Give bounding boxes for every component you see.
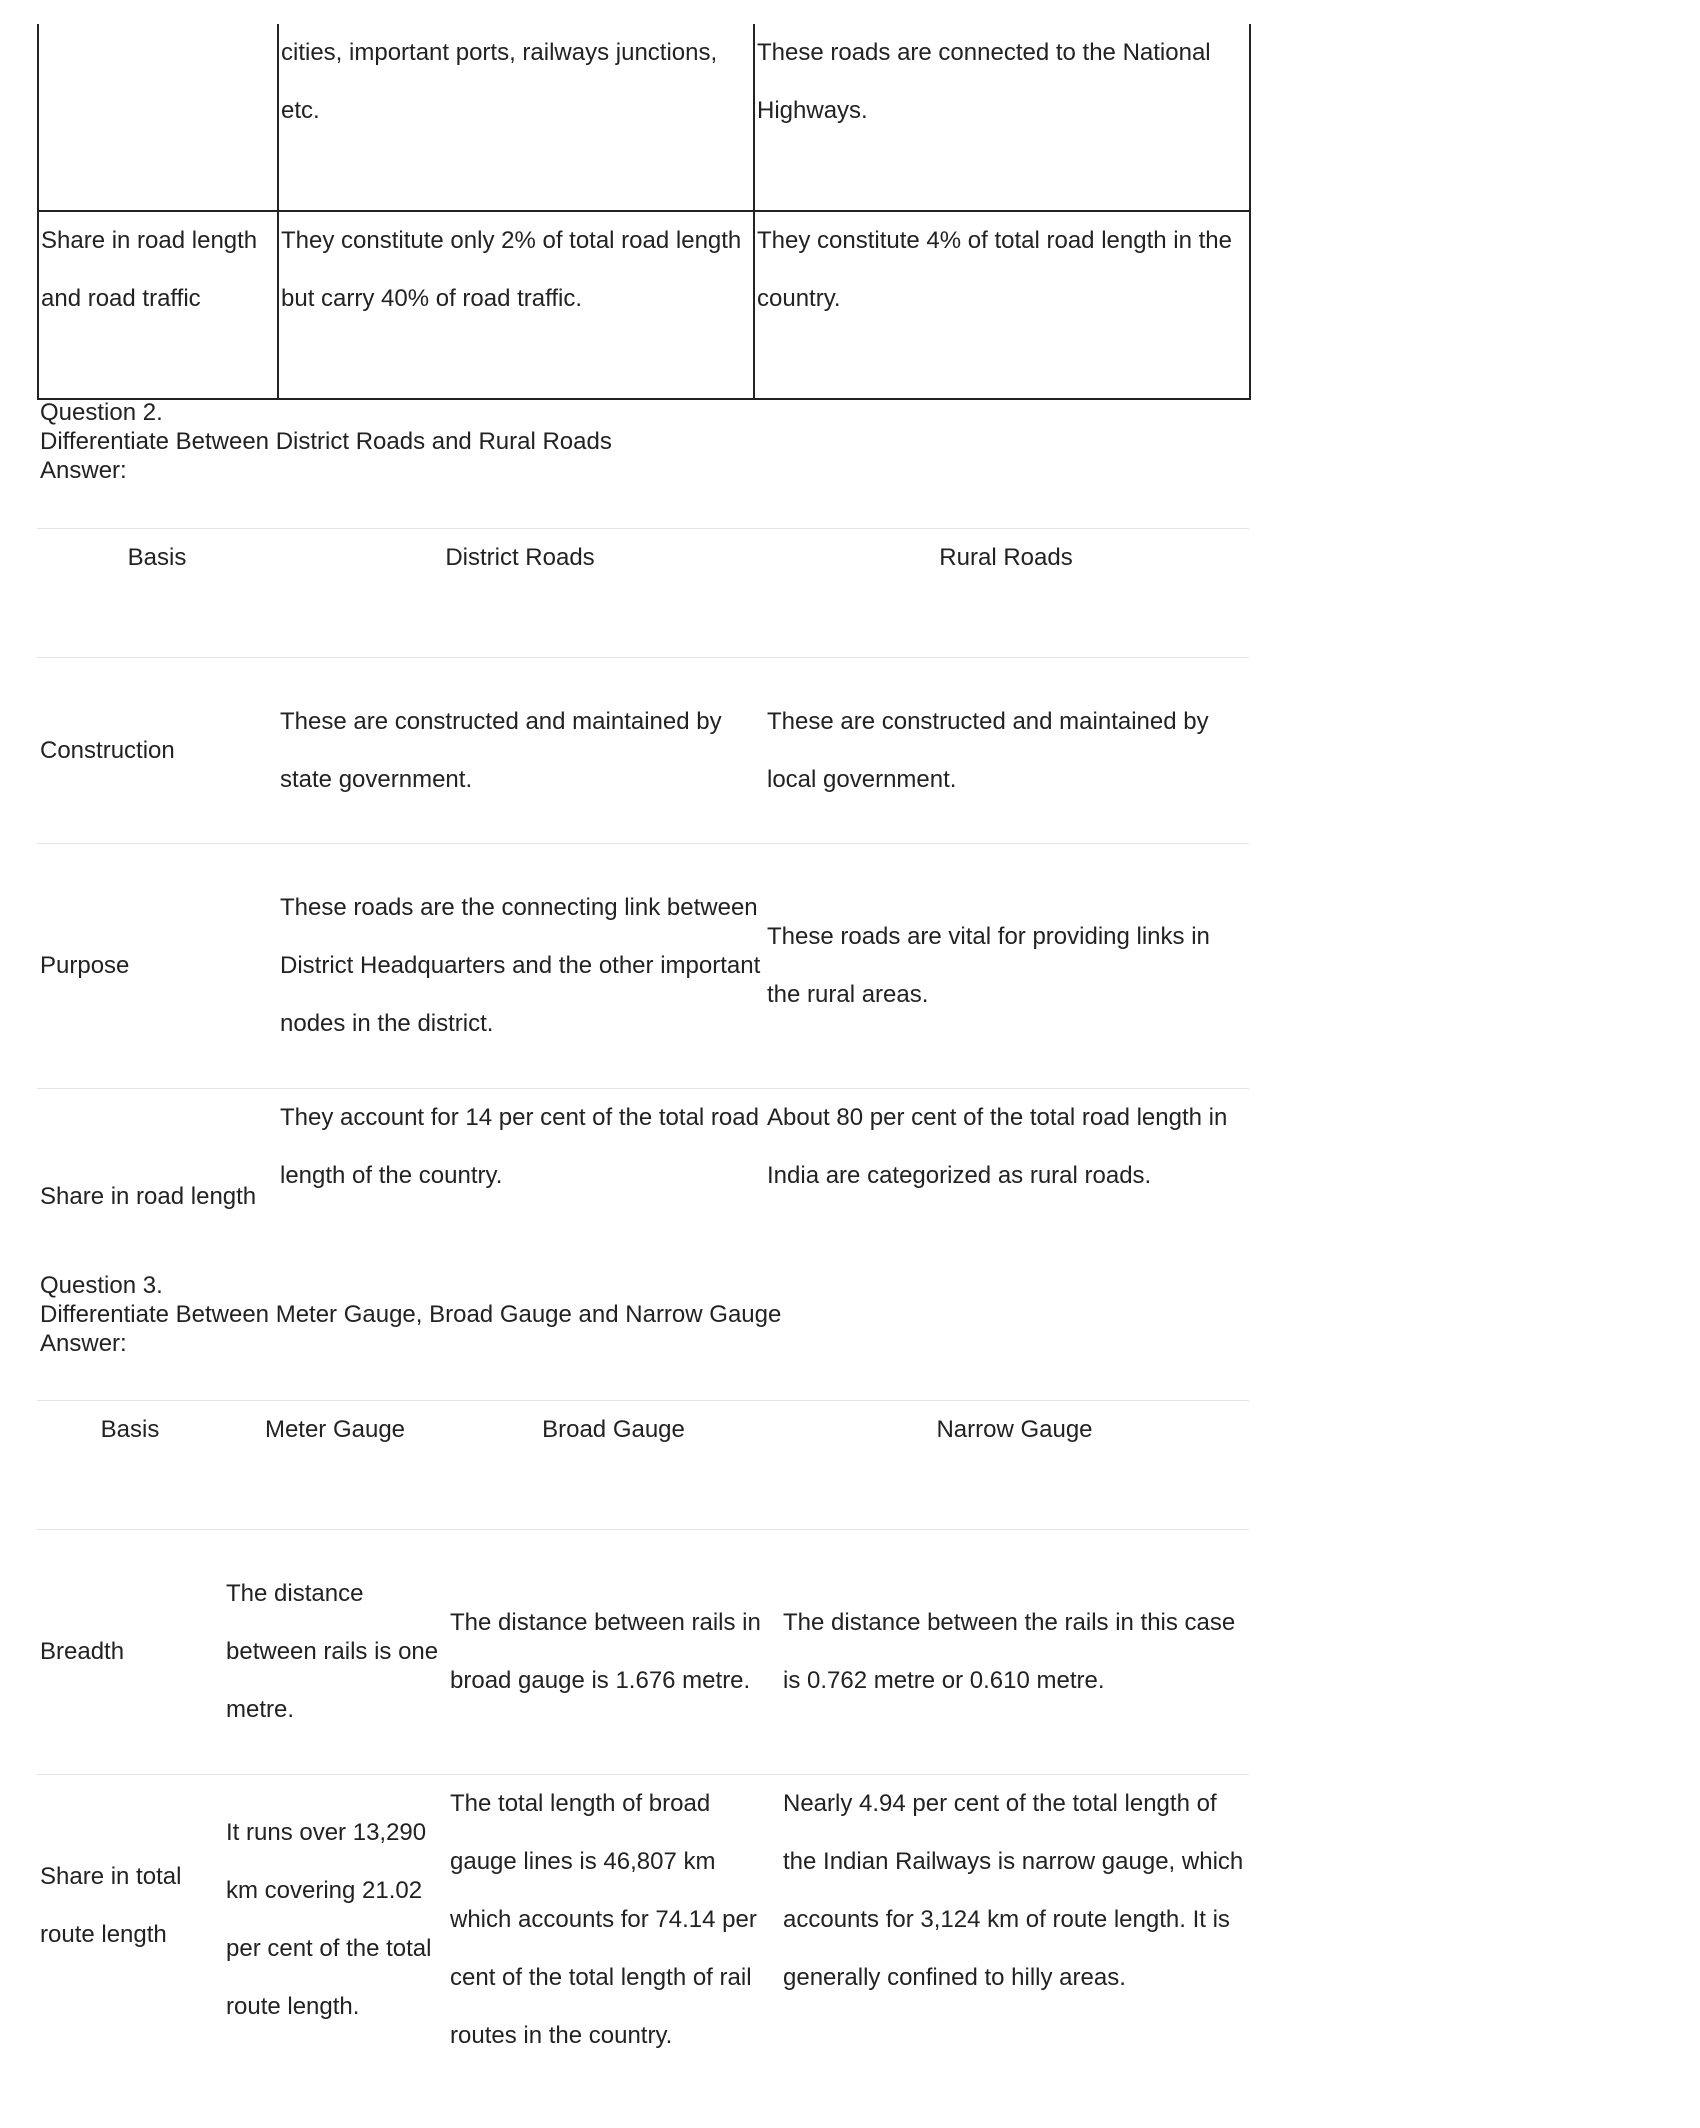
table-row: [37, 1530, 1249, 1775]
district-roads-cell: These are constructed and maintained by state government.: [277, 693, 763, 809]
basis-cell: Share in road length and road traffic: [38, 211, 278, 399]
rural-roads-cell: These are constructed and maintained by local government.: [763, 693, 1249, 809]
basis-cell: Purpose: [37, 937, 277, 995]
question-title: Differentiate Between Meter Gauge, Broad Gauge and Narrow Gauge: [40, 1300, 781, 1329]
column-header: Rural Roads: [763, 529, 1249, 658]
meter-gauge-cell: The distance between rails is one metre.: [223, 1565, 447, 1739]
question-3-heading: [40, 1271, 781, 1358]
basis-cell: Construction: [37, 722, 277, 780]
table-row: [37, 658, 1249, 844]
district-roads-cell: These roads are the connecting link between District Headquarters and the other important nodes in the district.: [277, 879, 763, 1053]
basis-cell: Breadth: [37, 1623, 223, 1681]
table-header-row: [37, 529, 1249, 658]
highways-comparison-table: [37, 24, 1251, 400]
rural-roads-cell: About 80 per cent of the total road length in India are categorized as rural roads.: [763, 1089, 1249, 1205]
question-title: Differentiate Between District Roads and Rural Roads: [40, 427, 612, 456]
question-number: Question 3.: [40, 1271, 781, 1300]
basis-cell: [38, 24, 278, 211]
column-header: Narrow Gauge: [780, 1401, 1249, 1530]
broad-gauge-cell: The distance between rails in broad gauge is 1.676 metre.: [447, 1594, 780, 1710]
column-header: Broad Gauge: [447, 1401, 780, 1530]
national-highways-cell: cities, important ports, railways junctions, etc.: [278, 24, 754, 211]
answer-label: Answer:: [40, 1329, 781, 1358]
district-roads-cell: They account for 14 per cent of the total road length of the country.: [277, 1089, 763, 1205]
broad-gauge-cell: The total length of broad gauge lines is 46,807 km which accounts for 74.14 per cent of the total length of rail routes in the country.: [447, 1775, 780, 2065]
state-highways-cell: They constitute 4% of total road length in the country.: [754, 211, 1250, 399]
table-header-row: [37, 1401, 1249, 1530]
meter-gauge-cell: It runs over 13,290 km covering 21.02 per cent of the total route length.: [223, 1804, 447, 2036]
table-row: [37, 1775, 1249, 2128]
column-header: Meter Gauge: [223, 1401, 447, 1530]
question-2-heading: [40, 398, 612, 485]
question-number: Question 2.: [40, 398, 612, 427]
gauge-comparison-table: [37, 1400, 1249, 2128]
table-row: [38, 211, 1250, 399]
table-row: [38, 24, 1250, 211]
national-highways-cell: They constitute only 2% of total road length but carry 40% of road traffic.: [278, 211, 754, 399]
narrow-gauge-cell: Nearly 4.94 per cent of the total length of the Indian Railways is narrow gauge, which accounts for 3,124 km of route length. It is generally confined to hilly areas.: [780, 1775, 1249, 2007]
narrow-gauge-cell: The distance between the rails in this case is 0.762 metre or 0.610 metre.: [780, 1594, 1249, 1710]
column-header: Basis: [37, 1401, 223, 1530]
basis-cell: Share in road length: [37, 1168, 277, 1226]
column-header: Basis: [37, 529, 277, 658]
column-header: District Roads: [277, 529, 763, 658]
state-highways-cell: These roads are connected to the National Highways.: [754, 24, 1250, 211]
table-row: [37, 844, 1249, 1089]
basis-cell: Share in total route length: [37, 1848, 223, 1964]
roads-comparison-table: [37, 528, 1249, 1304]
rural-roads-cell: These roads are vital for providing links in the rural areas.: [763, 908, 1249, 1024]
answer-label: Answer:: [40, 456, 612, 485]
